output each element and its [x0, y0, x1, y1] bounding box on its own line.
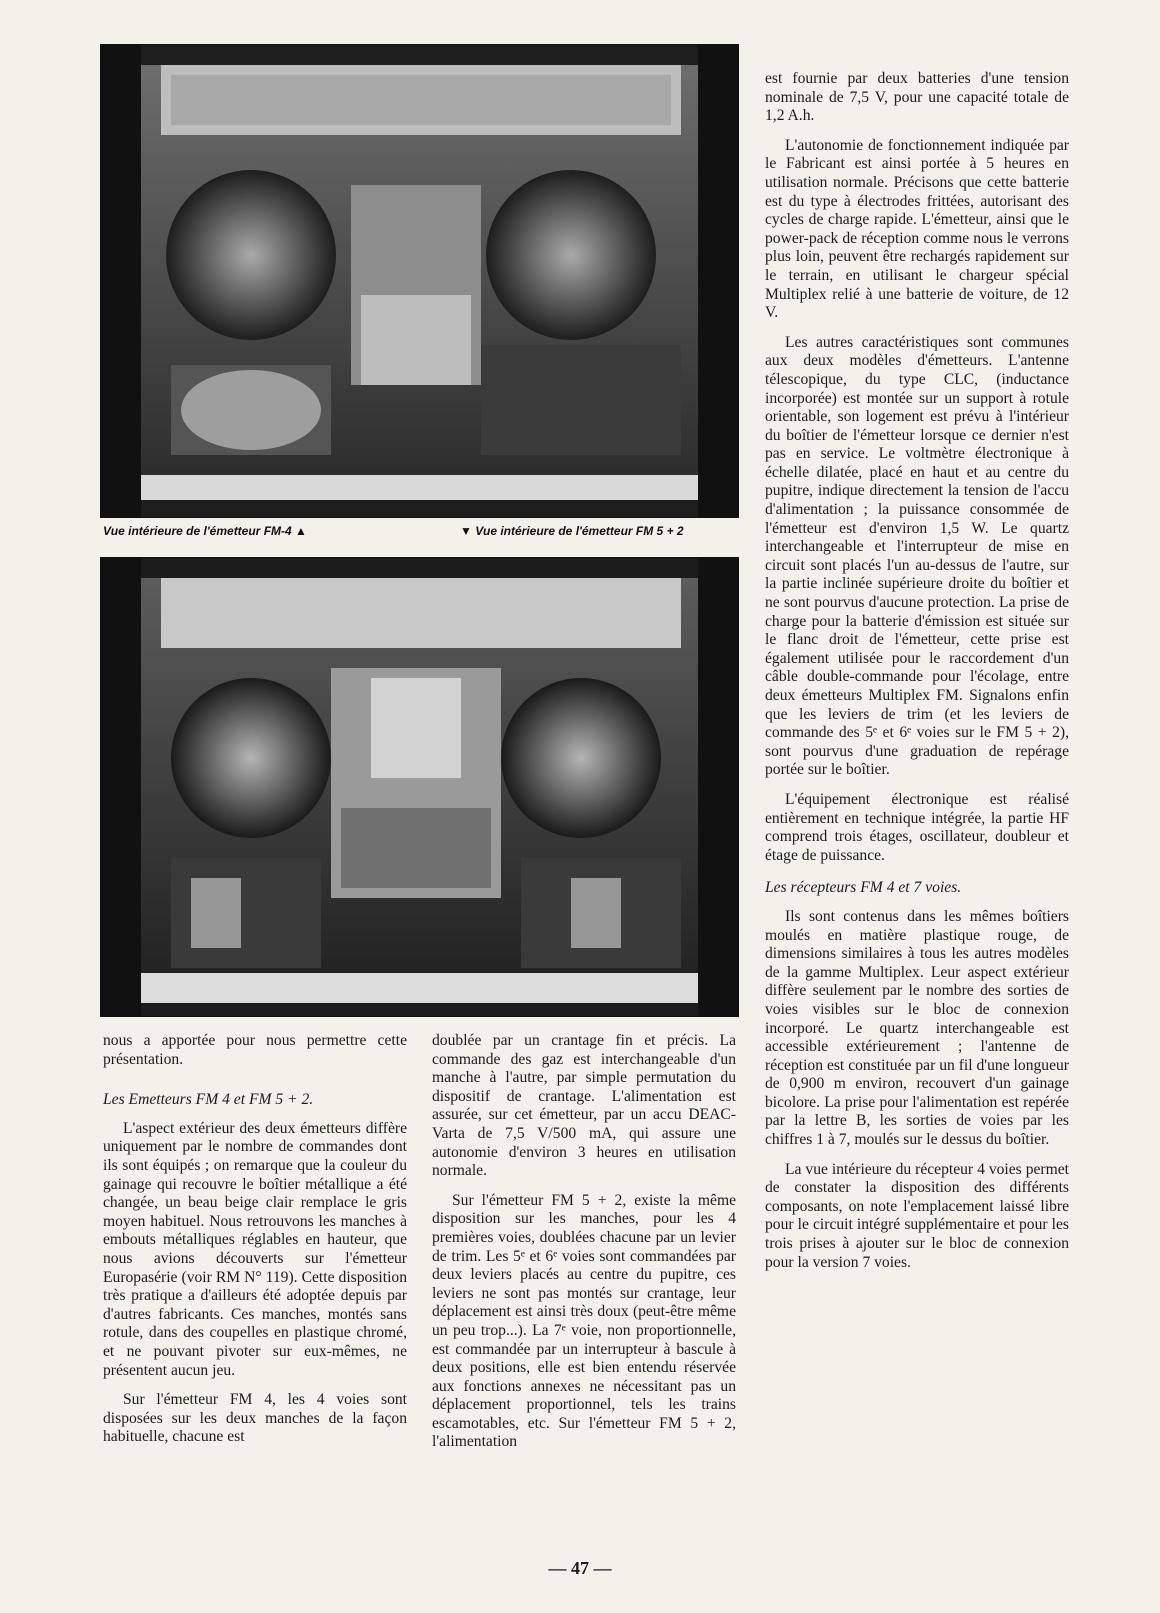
- photo-fm4-illustration: [101, 45, 738, 517]
- right-paragraph-2: L'autonomie de fonctionnement indiquée par le Fabricant est ainsi portée à 5 heures en utilisation normale. Précisons que cette batterie est du type à électrodes frittées, autorisant des cycles de charge rapide. L'émetteur, ainsi que le power-pack de réception comme nous le verrons plus loin, peuvent être rechargés rapidement sur le terrain, en utilisant le chargeur spécial Multiplex relié à une batterie de voiture, de 12 V.: [765, 136, 1069, 322]
- middle-column: [432, 1032, 736, 1452]
- caption-fm5-2: ▼ Vue intérieure de l'émetteur FM 5 + 2: [460, 524, 684, 538]
- left-paragraph-3: Sur l'émetteur FM 4, les 4 voies sont disposées sur les deux manches de la façon habituelle, chacune est: [103, 1391, 407, 1446]
- left-paragraph-1: nous a apportée pour nous permettre cette présentation.: [103, 1032, 407, 1068]
- right-paragraph-3: Les autres caractéristiques sont communes aux deux modèles d'émetteurs. L'antenne télescopique, du type CLC, (inductance incorporée) est montée sur un support à rotule orientable, son logement est prévu à l'intérieur du boîtier de l'émetteur lorsque ce dernier n'est pas en service. Le voltmètre électronique à échelle dilatée, placé en haut et au centre du pupitre, indique directement la tension de l'accu d'alimentation ; la puissance consommée de l'émetteur est d'environ 1,5 W. Le quartz interchangeable et l'interrupteur de mise en circuit sont placés l'un au-dessus de l'autre, sur la partie inclinée supérieure droite du boîtier et ne sont pourvus d'aucune protection. La prise de charge pour la batterie d'émission est située sur le flanc droit de l'émetteur, cette prise est également utilisée pour le raccordement d'un câble double-commande pour l'écolage, entre deux émetteurs Multiplex FM. Signalons enfin que les leviers de trim (et les leviers de commande des 5ᵉ et 6ᵉ voies sur le FM 5 + 2), sont pourvus d'une graduation de repérage portée sur le boîtier.: [765, 333, 1069, 779]
- photo-fm5-2-interior: [100, 557, 739, 1017]
- right-column: [765, 70, 1069, 1272]
- section-heading-receivers: Les récepteurs FM 4 et 7 voies.: [765, 879, 962, 897]
- right-paragraph-1: est fournie par deux batteries d'une tension nominale de 7,5 V, pour une capacité totale de 1,2 A.h.: [765, 70, 1069, 125]
- right-paragraph-5: Ils sont contenus dans les mêmes boîtiers moulés en matière plastique rouge, de dimensions similaires à tous les autres modèles de la gamme Multiplex. Leur aspect extérieur diffère seulement par le nombre des sorties de voies visibles sur le bloc de connexion incorporé. Le quartz interchangeable est accessible extérieurement ; l'antenne de réception est constituée par un fil d'une longueur de 0,900 m environ, recouvert d'un gainage bicolore. La prise pour l'alimentation est repérée par la lettre B, les sorties de voies par les chiffres 1 à 7, moulés sur le dessus du boîtier.: [765, 907, 1069, 1149]
- right-paragraph-4: L'équipement électronique est réalisé entièrement en technique intégrée, la partie HF comprend trois étages, oscillateur, doubleur et étage de puissance.: [765, 790, 1069, 864]
- page-number: — 47 —: [548, 1558, 612, 1578]
- middle-paragraph-2: Sur l'émetteur FM 5 + 2, existe la même disposition sur les manches, pour les 4 premières voies, doublées chacune par un levier de trim. Les 5ᵉ et 6ᵉ voies sont commandées par deux leviers placés au centre du pupitre, ces leviers ne sont pas montés sur crantage, leur déplacement est ainsi très doux (peut-être même un peu trop...). La 7ᵉ voie, non proportionnelle, est commandée par un interrupteur à bascule à deux positions, elle est bien entendu réservée aux fonctions annexes ne nécessitant pas un déplacement proportionnel, tels les trains escamotables, etc. Sur l'émetteur FM 5 + 2, l'alimentation: [432, 1191, 736, 1451]
- right-paragraph-6: La vue intérieure du récepteur 4 voies permet de constater la disposition des différents composants, on note l'emplacement laissé libre pour le circuit intégré supplémentaire et pour les trois prises à ajouter sur le bloc de connexion pour la version 7 voies.: [765, 1160, 1069, 1271]
- photo-fm4-interior: [100, 44, 739, 518]
- photo-fm5-2-illustration: [101, 558, 738, 1016]
- middle-paragraph-1: doublée par un crantage fin et précis. La commande des gaz est interchangeable d'un manche à l'autre, par simple permutation du dispositif de crantage. L'alimentation est assurée, sur cet émetteur, par un accu DEAC-Varta de 7,5 V/500 mA, qui assure une autonomie d'environ 3 heures en utilisation normale.: [432, 1032, 736, 1180]
- section-heading-transmitters: Les Emetteurs FM 4 et FM 5 + 2.: [103, 1091, 314, 1109]
- left-column: [103, 1032, 407, 1447]
- left-paragraph-2: L'aspect extérieur des deux émetteurs diffère uniquement par le nombre de commandes dont ils sont équipés ; on remarque que la couleur du gainage qui recouvre le boîtier métallique a été changée, un beau beige clair remplace le gris moyen habituel. Nous retrouvons les manches à embouts métalliques réglables en hauteur, que nous avions découverts sur l'émetteur Europasérie (voir RM N° 119). Cette disposition très pratique a d'ailleurs été adoptée depuis par d'autres fabricants. Ces manches, montés sans rotule, dans des coupelles en plastique chromé, et ne pouvant pivoter sur eux-mêmes, ne présentent aucun jeu.: [103, 1119, 407, 1379]
- caption-fm4: Vue intérieure de l'émetteur FM-4 ▲: [103, 524, 307, 538]
